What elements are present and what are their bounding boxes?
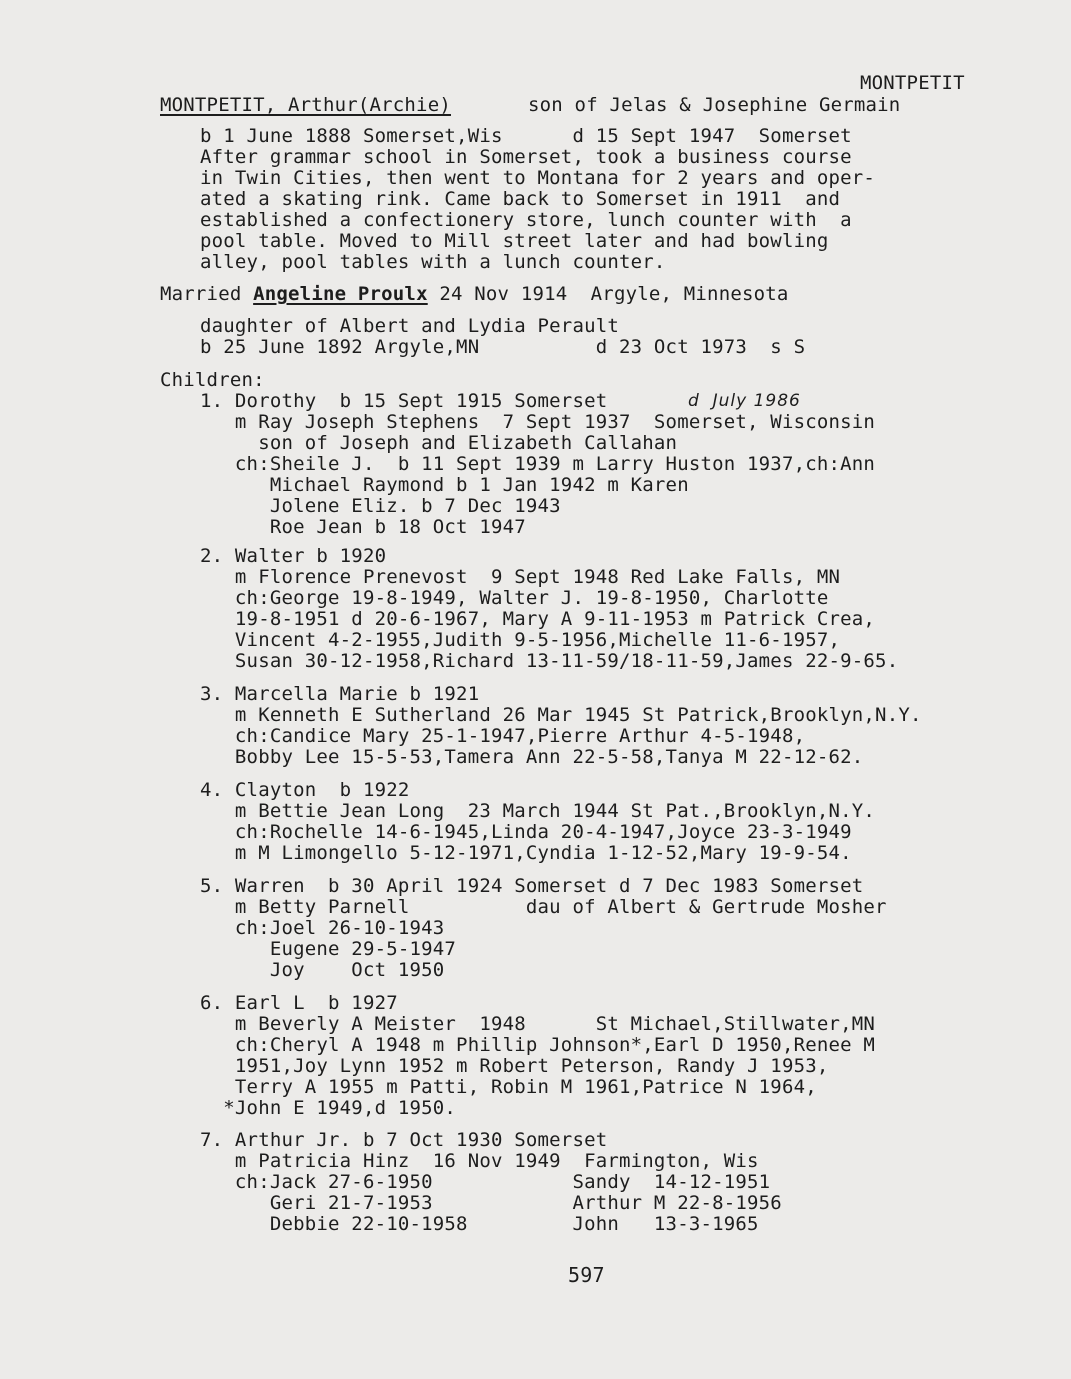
text-line: m Patricia Hinz 16 Nov 1949 Farmington, Wis: [200, 1150, 759, 1172]
text-line: m M Limongello 5-12-1971,Cyndia 1-12-52,Mary 19-9-54.: [200, 842, 852, 864]
text-line: Bobby Lee 15-5-53,Tamera Ann 22-5-58,Tanya M 22-12-62.: [200, 746, 864, 768]
marriage-details: 24 Nov 1914 Argyle, Minnesota: [427, 283, 789, 305]
text-line: pool table. Moved to Mill street later and had bowling: [200, 230, 829, 252]
spouse-name: Angeline Proulx: [253, 283, 428, 305]
children-heading: Children:: [160, 369, 265, 391]
text-line: After grammar school in Somerset, took a business course: [200, 146, 852, 168]
text-line: ch:Candice Mary 25-1-1947,Pierre Arthur 4-5-1948,: [200, 725, 806, 747]
text-line: Jolene Eliz. b 7 Dec 1943: [200, 495, 561, 517]
text-line: Michael Raymond b 1 Jan 1942 m Karen: [200, 474, 689, 496]
text-line: b 25 June 1892 Argyle,MN d 23 Oct 1973 s S: [200, 336, 806, 358]
text-line: m Florence Prenevost 9 Sept 1948 Red Lake Falls, MN: [200, 566, 841, 588]
text-line: ated a skating rink. Came back to Somerset in 1911 and: [200, 188, 841, 210]
text-line: Vincent 4-2-1955,Judith 9-5-1956,Michelle 11-6-1957,: [200, 629, 841, 651]
text-line: Eugene 29-5-1947: [200, 938, 457, 960]
text-line: son of Joseph and Elizabeth Callahan: [200, 432, 678, 454]
handwritten-annotation: d July 1986: [688, 391, 801, 411]
text-line: 1951,Joy Lynn 1952 m Robert Peterson, Randy J 1953,: [200, 1055, 829, 1077]
page-number: 597: [568, 1263, 605, 1287]
text-line: 4. Clayton b 1922: [200, 779, 410, 801]
text-line: 5. Warren b 30 April 1924 Somerset d 7 Dec 1983 Somerset: [200, 875, 864, 897]
text-line: 6. Earl L b 1927: [200, 992, 398, 1014]
text-line: 1. Dorothy b 15 Sept 1915 Somerset: [200, 390, 608, 412]
text-line: m Kenneth E Sutherland 26 Mar 1945 St Patrick,Brooklyn,N.Y.: [200, 704, 922, 726]
text-line: Terry A 1955 m Patti, Robin M 1961,Patrice N 1964,: [200, 1076, 817, 1098]
text-line: ch:Rochelle 14-6-1945,Linda 20-4-1947,Joyce 23-3-1949: [200, 821, 852, 843]
text-line: m Betty Parnell dau of Albert & Gertrude Mosher: [200, 896, 887, 918]
text-line: Debbie 22-10-1958 John 13-3-1965: [200, 1213, 759, 1235]
text-line: Roe Jean b 18 Oct 1947: [200, 516, 526, 538]
text-line: Susan 30-12-1958,Richard 13-11-59/18-11-59,James 22-9-65.: [200, 650, 899, 672]
text-line: daughter of Albert and Lydia Perault: [200, 315, 620, 337]
text-line: ch:Jack 27-6-1950 Sandy 14-12-1951: [200, 1171, 771, 1193]
text-line: b 1 June 1888 Somerset,Wis d 15 Sept 1947 Somerset: [200, 125, 852, 147]
text-line: ch:Joel 26-10-1943: [200, 917, 445, 939]
text-line: 7. Arthur Jr. b 7 Oct 1930 Somerset: [200, 1129, 608, 1151]
text-line: ch:Sheile J. b 11 Sept 1939 m Larry Huston 1937,ch:Ann: [200, 453, 876, 475]
text-line: m Ray Joseph Stephens 7 Sept 1937 Somerset, Wisconsin: [200, 411, 876, 433]
text-line: ch:Cheryl A 1948 m Phillip Johnson*,Earl D 1950,Renee M: [200, 1034, 876, 1056]
text-line: 2. Walter b 1920: [200, 545, 387, 567]
running-head: MONTPETIT: [860, 72, 965, 94]
text-line: Joy Oct 1950: [200, 959, 445, 981]
subject-name: MONTPETIT, Arthur(Archie): [160, 94, 451, 116]
text-line: in Twin Cities, then went to Montana for 2 years and oper-: [200, 167, 876, 189]
marriage-line: [160, 284, 789, 305]
text-line: ch:George 19-8-1949, Walter J. 19-8-1950, Charlotte: [200, 587, 829, 609]
text-line: 19-8-1951 d 20-6-1967, Mary A 9-11-1953 m Patrick Crea,: [200, 608, 876, 630]
text-line: *John E 1949,d 1950.: [200, 1097, 457, 1119]
text-line: alley, pool tables with a lunch counter.: [200, 251, 666, 273]
subject-parents: son of Jelas & Josephine Germain: [528, 94, 901, 116]
text-line: Geri 21-7-1953 Arthur M 22-8-1956: [200, 1192, 782, 1214]
text-line: m Bettie Jean Long 23 March 1944 St Pat.,Brooklyn,N.Y.: [200, 800, 876, 822]
marriage-prefix: Married: [160, 283, 242, 305]
text-line: m Beverly A Meister 1948 St Michael,Stillwater,MN: [200, 1013, 876, 1035]
text-line: established a confectionery store, lunch counter with a: [200, 209, 852, 231]
text-line: 3. Marcella Marie b 1921: [200, 683, 480, 705]
